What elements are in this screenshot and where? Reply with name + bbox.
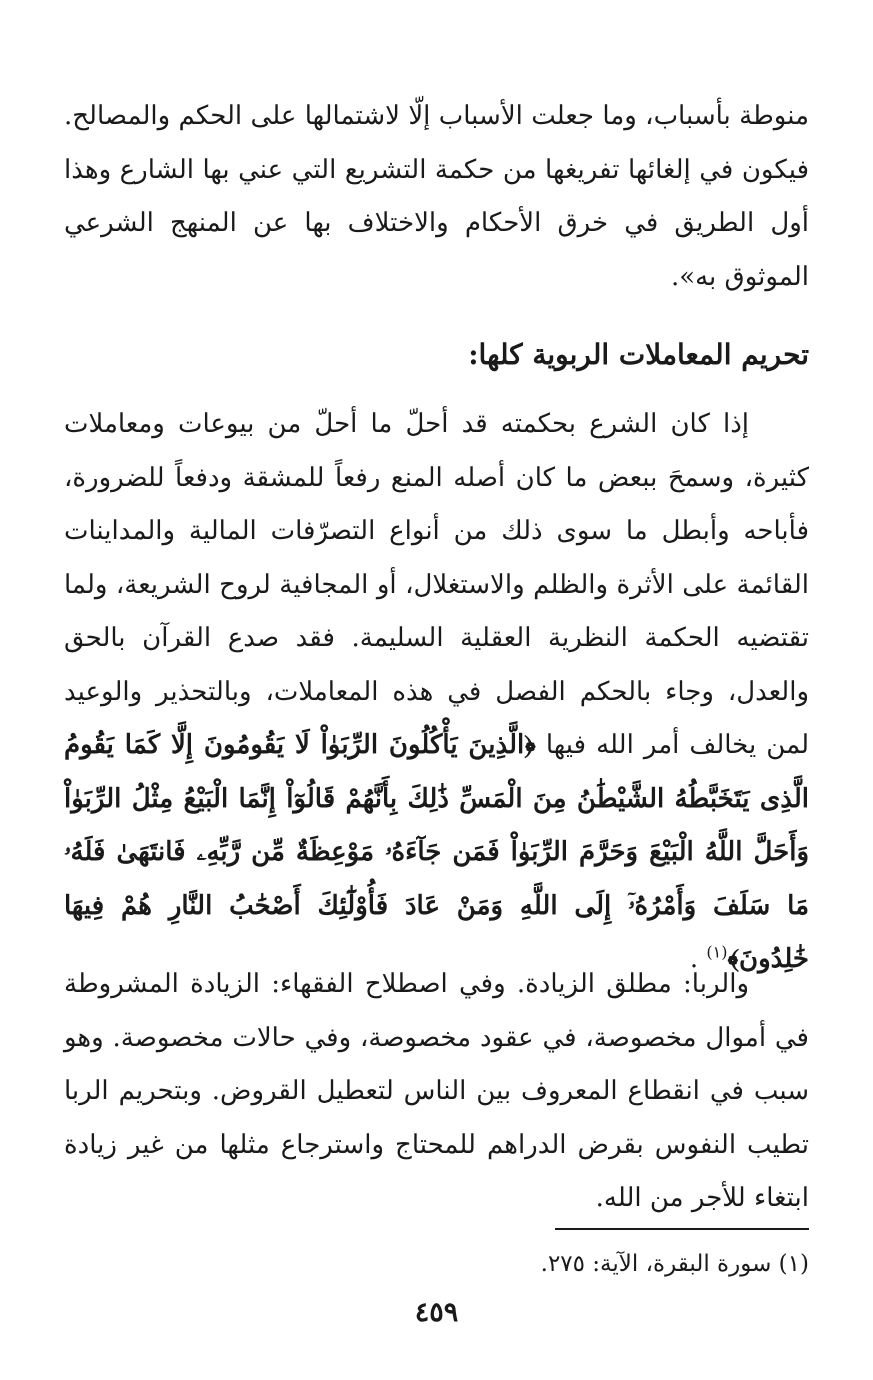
quran-verse: ﴿الَّذِينَ يَأْكُلُونَ الرِّبَوٰاْ لَا يَقُومُونَ إِلَّا كَمَا يَقُومُ الَّذِى يَتَخَبَّطُهُ الشَّيْطَٰنُ مِنَ الْمَسِّ ذَٰلِكَ بِأَنَّهُمْ قَالُوٓاْ إِنَّمَا الْبَيْعُ مِثْلُ الرِّبَوٰاْ وَأَحَلَّ اللَّهُ الْبَيْعَ وَحَرَّمَ الرِّبَوٰاْ فَمَن جَآءَهُۥ مَوْعِظَةٌ مِّن رَّبِّهِۦ فَانتَهَىٰ فَلَهُۥ مَا سَلَفَ وَأَمْرُهُۥٓ إِلَى اللَّهِ وَمَنْ عَادَ فَأُوْلَٰٓئِكَ أَصْحَٰبُ النَّارِ هُمْ فِيهَا خَٰلِدُونَ﴾: [64, 730, 809, 974]
end-punctuation: .: [689, 944, 699, 974]
paragraph-riba-definition: والربا: مطلق الزيادة. وفي اصطلاح الفقهاء: الزيادة المشروطة في أموال مخصوصة، في عقود مخصوصة، وفي حالات مخصوصة. وهو سبب في انقطاع المعروف بين الناس لتعطيل القروض. وبتحريم الربا تطيب النفوس بقرض الدراهم للمحتاج واسترجاع مثلها من غير زيادة ابتغاء للأجر من الله.: [64, 969, 809, 1213]
paragraph-continued: منوطة بأسباب، وما جعلت الأسباب إلّا لاشتمالها على الحكم والمصالح. فيكون في إلغائها تفريغها من حكمة التشريع التي عني بها الشارع وهذا أول الطريق في خرق الأحكام والاختلاف بها عن المنهج الشرعي الموثوق به».: [64, 101, 809, 292]
book-page: [64, 0, 809, 1380]
footnote-separator: [555, 1228, 809, 1230]
footnote: (١) سورة البقرة، الآية: ٢٧٥.: [540, 1251, 809, 1277]
paragraph-text: إذا كان الشرع بحكمته قد أحلّ ما أحلّ من بيوعات ومعاملات كثيرة، وسمحَ ببعض ما كان أصله المنع رفعاً للمشقة ودفعاً للضرورة، فأباحه وأبطل ما سوى ذلك من أنواع التصرّفات المالية والمداينات القائمة على الأثرة والظلم والاستغلال، أو المجافية لروح الشريعة، ولما تقتضيه الحكمة النظرية العقلية السليمة. فقد صدع القرآن بالحق والعدل، وجاء بالحكم الفصل في هذه المعاملات، وبالتحذير والوعيد لمن يخالف أمر الله فيها: [64, 409, 810, 760]
footnote-reference[interactable]: (١): [706, 942, 728, 962]
page-number: ٤٥٩: [414, 1297, 459, 1328]
paragraph-riba-prohibition: [64, 398, 809, 987]
section-heading: تحريم المعاملات الربوية كلها:: [468, 338, 809, 371]
